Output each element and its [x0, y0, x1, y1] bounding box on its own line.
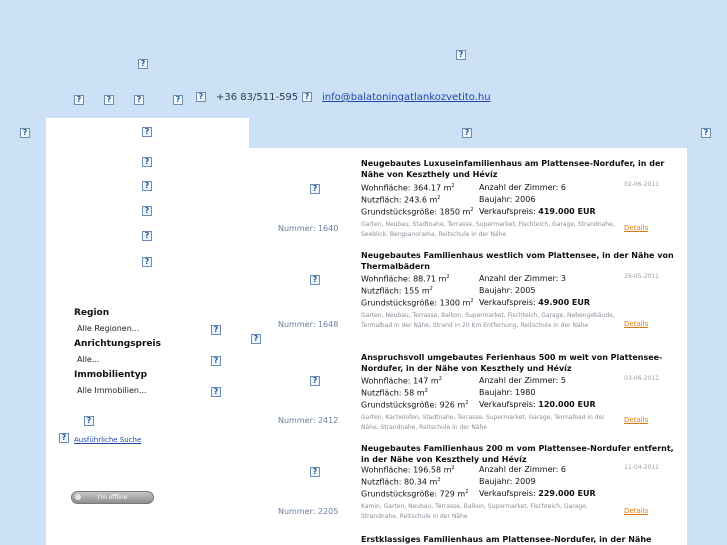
email-icon [302, 92, 312, 102]
listing-item [249, 250, 687, 342]
listing-built: Baujahr: 2006 [479, 195, 536, 204]
listing-usable: Nutzfläch: 155 $m^2$ [361, 286, 433, 296]
listing-item [249, 158, 687, 250]
chat-status-button[interactable] [71, 491, 154, 504]
dropdown-arrow-icon[interactable] [211, 387, 221, 397]
listing-title[interactable]: Erstklassiges Familienhaus am Plattensee-Nordufer, in der Nähe [361, 535, 652, 544]
broken-image-icon[interactable] [134, 95, 144, 105]
sidebar-menu-image[interactable] [142, 231, 152, 241]
broken-image-icon[interactable] [104, 95, 114, 105]
contact-email-link[interactable]: info@balatoningatlankozvetito.hu [322, 92, 491, 103]
broken-image-icon [20, 128, 30, 138]
listing-price: Verkaufspreis: 229.000 EUR [479, 489, 596, 498]
listing-price: Verkaufspreis: 49.900 EUR [479, 298, 591, 307]
listing-number: Nummer: 1648 [278, 320, 339, 329]
contact-phone: +36 83/511-595 [216, 92, 299, 103]
region-label: Region [74, 308, 110, 318]
listing-area: Wohnfläche: 88.71 $m^2$ [361, 274, 450, 284]
broken-image-icon [701, 128, 711, 138]
listing-price: Verkaufspreis: 120.000 EUR [479, 400, 596, 409]
broken-image-icon [138, 59, 148, 69]
listing-features: Garten, Kachelofen, Stadtnahe, Terrasse, Supermarket, Garage, Termalbad in der Nähe, Strandnahe, Reitschule in der Nähe [361, 414, 605, 431]
listing-built: Baujahr: 2009 [479, 477, 536, 486]
dropdown-arrow-icon[interactable] [211, 356, 221, 366]
listing-number: Nummer: 2205 [278, 507, 339, 516]
listing-item [249, 443, 687, 535]
listing-thumbnail[interactable] [310, 275, 320, 285]
details-link[interactable]: Details [624, 416, 649, 424]
listing-date: 02-06-2011 [624, 181, 659, 188]
sidebar-menu-image[interactable] [142, 127, 152, 137]
region-select[interactable]: Alle Regionen... [77, 324, 140, 333]
broken-image-icon [456, 50, 466, 60]
sidebar-menu-image[interactable] [142, 257, 152, 267]
listing-thumbnail[interactable] [310, 467, 320, 477]
listing-area: Wohnfläche: 196.58 $m^2$ [361, 465, 455, 475]
listing-area: Wohnfläche: 364.17 $m^2$ [361, 183, 455, 193]
listing-date: 11-04-2011 [624, 464, 659, 471]
broken-image-icon [462, 128, 472, 138]
listing-title[interactable]: Neugebautes Familienhaus westlich vom Plattensee, in der Nähe von Thermalbädern [361, 251, 674, 271]
type-select[interactable]: Alle Immobilien... [77, 386, 147, 395]
price-label: Anrichtungspreis [74, 339, 161, 349]
details-link[interactable]: Details [624, 507, 649, 515]
search-button[interactable] [84, 416, 94, 426]
sidebar-menu-image[interactable] [142, 181, 152, 191]
listing-plot: Grundstücksgröße: 1850 $m^2$ [361, 207, 474, 217]
listing-date: 03-06-2011 [624, 375, 659, 382]
type-label: Immobilientyp [74, 370, 148, 380]
listing-features: Kamin, Garten, Neubau, Terrasse, Balkon, Supermarket, Fischteich, Garage, Strandnahe, Reitschule in der Nähe [361, 503, 588, 520]
listing-item [249, 352, 687, 444]
listing-rooms: Anzahl der Zimmer: 5 [479, 376, 567, 385]
chat-status-label: I'm offline [97, 494, 128, 501]
listing-thumbnail[interactable] [310, 376, 320, 386]
listing-rooms: Anzahl der Zimmer: 6 [479, 465, 567, 474]
listing-thumbnail[interactable] [310, 184, 320, 194]
details-link[interactable]: Details [624, 224, 649, 232]
listing-built: Baujahr: 2005 [479, 286, 536, 295]
listing-date: 26-05-2011 [624, 273, 659, 280]
listing-usable: Nutzfläch: 243.6 $m^2$ [361, 195, 441, 205]
status-dot-icon [75, 494, 81, 500]
sidebar-menu-image[interactable] [142, 157, 152, 167]
listing-features: Garten, Neubau, Terrasse, Balkon, Supermarket, Fischteich, Garage, Nebengebäude, Termalbad in der Nähe, Strand in 20 Km Entfernung, Reitschule in der Nähe [361, 312, 615, 329]
listing-title[interactable]: Anspruchsvoll umgebautes Ferienhaus 500 m weit von Plattensee-Nordufer, in der Nähe von Keszthely und Hévíz [361, 353, 663, 373]
listing-area: Wohnfläche: 147 $m^2$ [361, 376, 442, 386]
listing-number: Nummer: 2412 [278, 416, 339, 425]
listing-plot: Grundstücksgröße: 926 $m^2$ [361, 400, 469, 410]
listing-title[interactable]: Neugebautes Familienhaus 200 m vom Plattensee-Nordufer entfernt, in der Nähe von Keszthely und Hévíz [361, 444, 674, 464]
listing-item [249, 534, 687, 545]
dropdown-arrow-icon[interactable] [211, 325, 221, 335]
listing-rooms: Anzahl der Zimmer: 3 [479, 274, 567, 283]
listing-usable: Nutzfläch: 58 $m^2$ [361, 388, 428, 398]
listing-plot: Grundstücksgröße: 729 $m^2$ [361, 489, 469, 499]
listing-features: Garten, Neubau, Stadtnahe, Terrasse, Supermarket, Fischteich, Garage, Strandnahe, Seeblick, Bergpanorama, Reitschule in der Nähe [361, 221, 615, 238]
listing-title[interactable]: Neugebautes Luxuseinfamilienhaus am Plattensee-Nordufer, in der Nähe von Keszthely und Hévíz [361, 159, 665, 179]
listing-number: Nummer: 1640 [278, 224, 339, 233]
broken-image-icon[interactable] [173, 95, 183, 105]
listing-usable: Nutzfläch: 80.34 $m^2$ [361, 477, 441, 487]
details-link[interactable]: Details [624, 320, 649, 328]
broken-image-icon [59, 433, 69, 443]
broken-image-icon[interactable] [74, 95, 84, 105]
phone-icon [196, 92, 206, 102]
listing-plot: Grundstücksgröße: 1300 $m^2$ [361, 298, 474, 308]
listing-built: Baujahr: 1980 [479, 388, 536, 397]
sidebar-menu-image[interactable] [142, 206, 152, 216]
price-select[interactable]: Alle... [77, 355, 100, 364]
advanced-search-link[interactable]: Ausführliche Suche [74, 436, 142, 444]
listing-price: Verkaufspreis: 419.000 EUR [479, 207, 596, 216]
listing-rooms: Anzahl der Zimmer: 6 [479, 183, 567, 192]
